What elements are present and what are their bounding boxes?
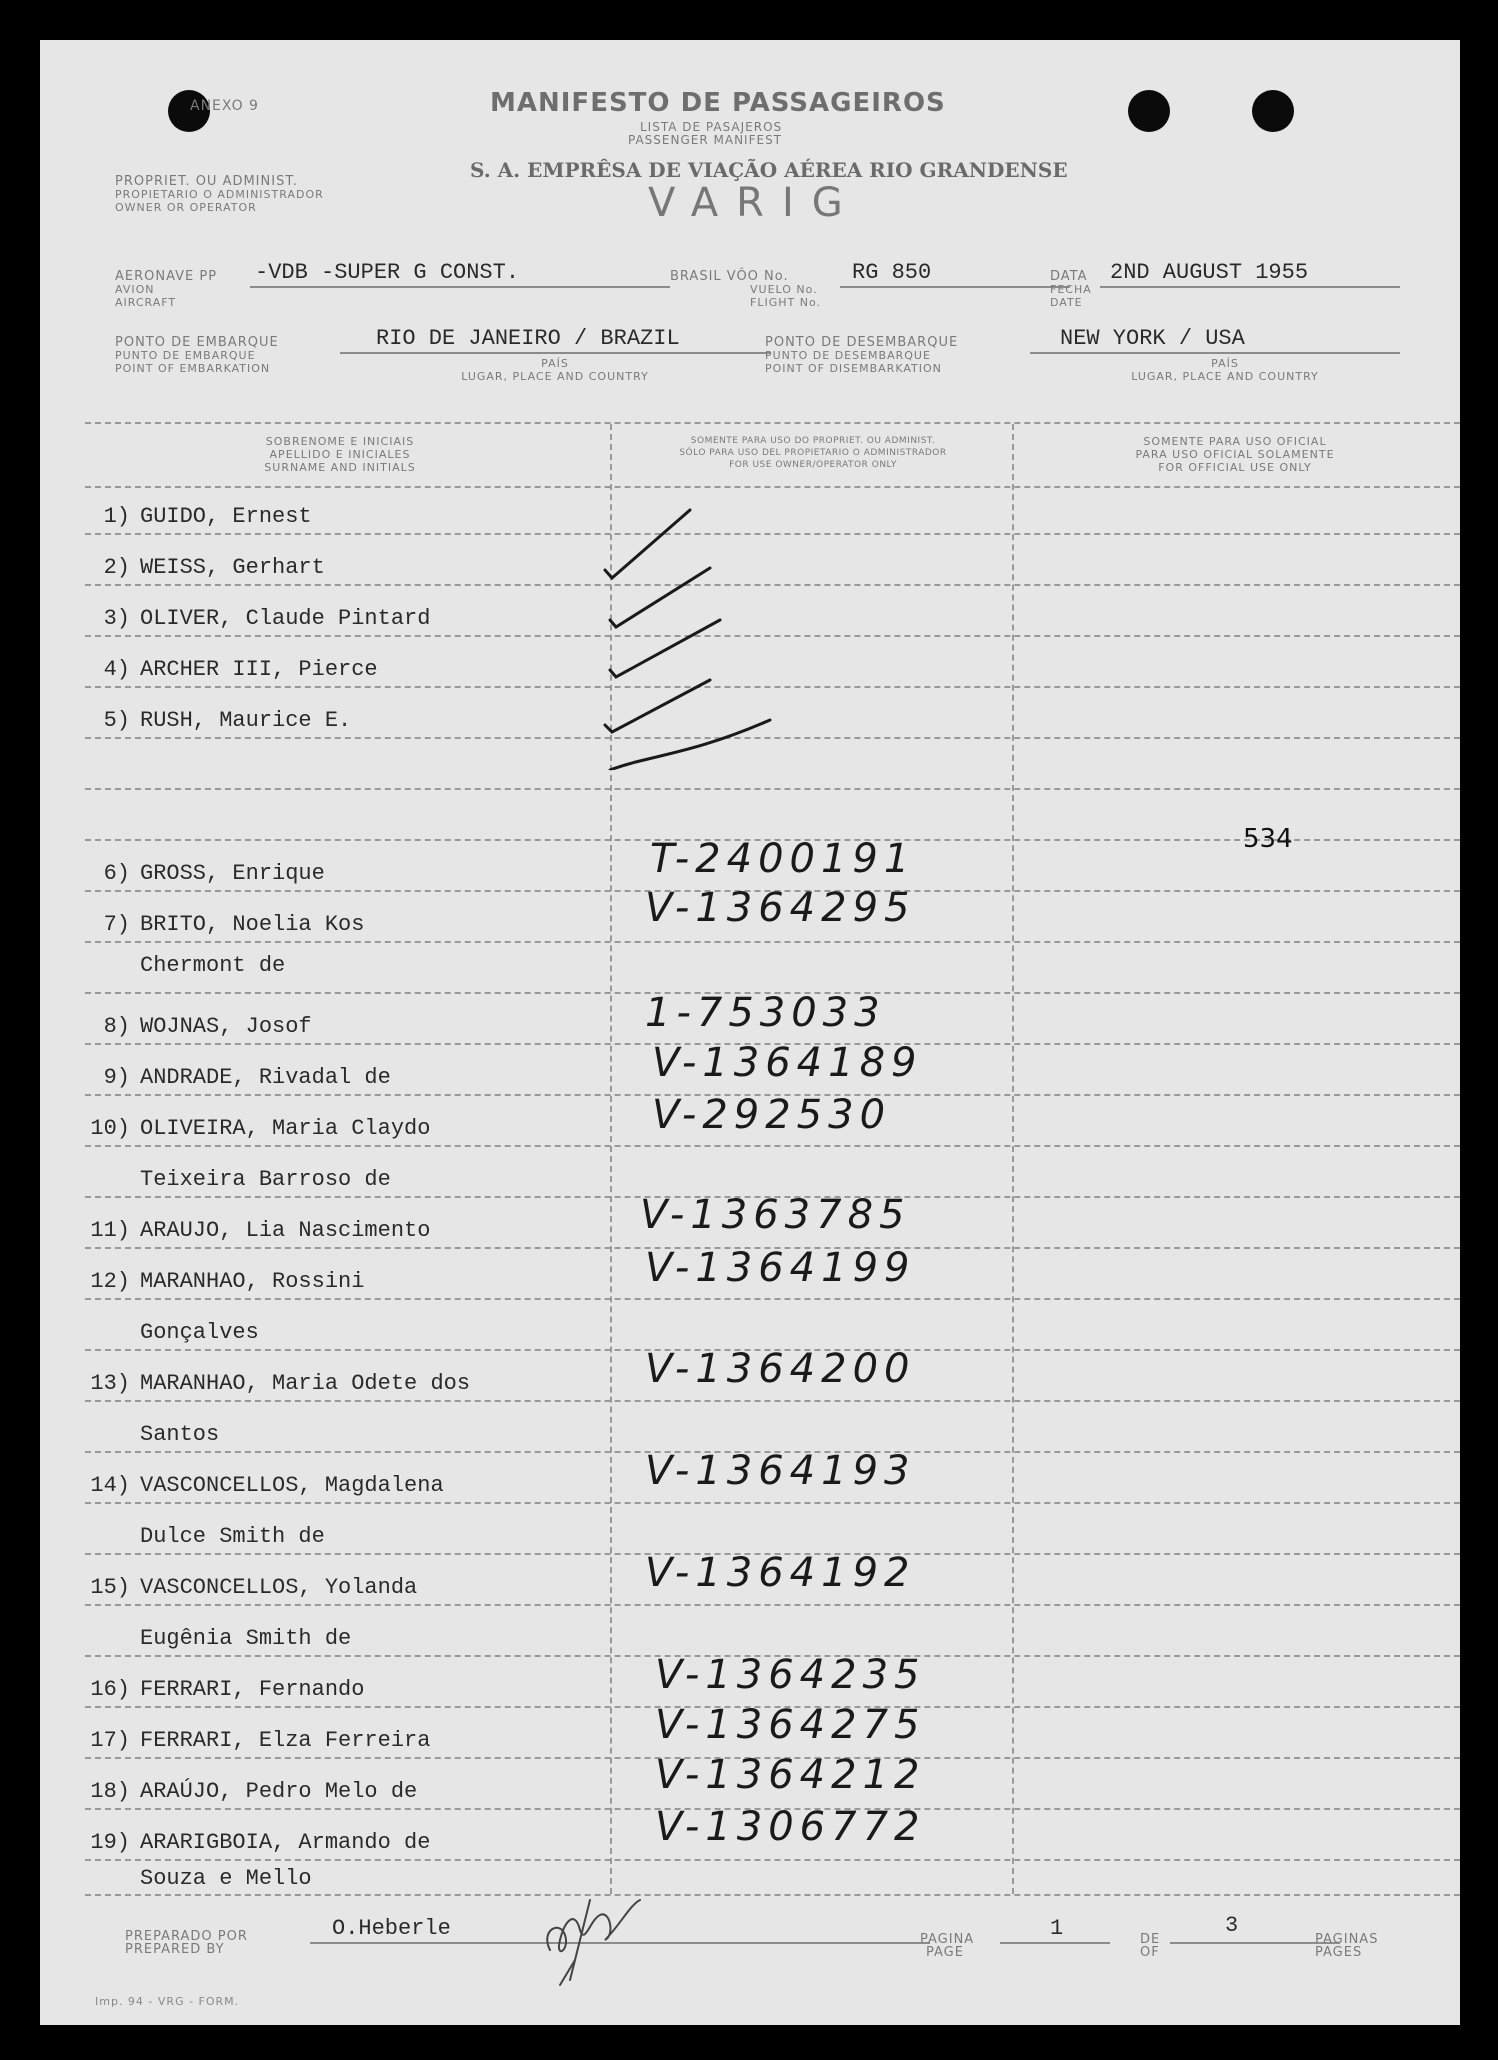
passenger-name: OLIVER, Claude Pintard [140, 606, 431, 631]
passenger-number: 2) [103, 555, 130, 580]
passenger-name: BRITO, Noelia Kos [140, 912, 365, 937]
passenger-number: 4) [103, 657, 130, 682]
date-label [1050, 270, 1092, 309]
passenger-number: 16) [90, 1677, 130, 1702]
owner-label-es: PROPIETARIO O ADMINISTRADOR [115, 188, 324, 201]
passenger-name-cont: Gonçalves [140, 1320, 259, 1345]
row-rule [85, 1400, 1460, 1402]
embark-label-en: POINT OF EMBARKATION [115, 362, 271, 375]
row-rule [85, 1894, 1460, 1896]
owner-label [115, 175, 324, 214]
of-label-en: OF [1140, 1945, 1160, 1960]
disembark-value: NEW YORK / USA [1060, 326, 1245, 351]
manifest-page [40, 40, 1460, 2025]
subtitle-es: LISTA DE PASAJEROS [640, 120, 783, 134]
passenger-name: MARANHAO, Rossini [140, 1269, 365, 1294]
passenger-name: ANDRADE, Rivadal de [140, 1065, 391, 1090]
disembark-sub-place: LUGAR, PLACE AND COUNTRY [1131, 370, 1319, 383]
disembark-label-pt: PONTO DE DESEMBARQUE [765, 335, 959, 350]
date-label-es: FECHA [1050, 283, 1092, 296]
punch-hole-right-1 [1128, 90, 1170, 132]
page-label-pt: PAGINA [920, 1932, 975, 1947]
passenger-number: 3) [103, 606, 130, 631]
passenger-name-cont: Eugênia Smith de [140, 1626, 352, 1651]
embark-sub-country: PAÍS [541, 357, 569, 370]
prepared-label [125, 1930, 248, 1956]
passenger-number: 14) [90, 1473, 130, 1498]
embark-underline [340, 352, 770, 354]
of-label-pt: DE [1140, 1932, 1161, 1947]
col-operator-es: SÓLO PARA USO DEL PROPIETARIO O ADMINISTRADOR [679, 448, 947, 458]
embark-label [115, 336, 279, 375]
passenger-name: RUSH, Maurice E. [140, 708, 352, 733]
ticket-number: V-1364295 [645, 885, 916, 931]
page-underline [1000, 1942, 1110, 1944]
row-rule [85, 1604, 1460, 1606]
col-header-official [1040, 435, 1430, 474]
table-top-rule [85, 422, 1460, 424]
passenger-name: MARANHAO, Maria Odete dos [140, 1371, 471, 1396]
page-number: 1 [1050, 1916, 1064, 1941]
prepared-label-pt: PREPARADO POR [125, 1929, 248, 1944]
passenger-number: 15) [90, 1575, 130, 1600]
ticket-number: V-1306772 [655, 1804, 926, 1850]
col-header-names [190, 435, 490, 474]
ticket-number: V-1364189 [652, 1040, 923, 1086]
pages-label [1315, 1933, 1378, 1959]
passenger-number: 7) [103, 912, 130, 937]
row-rule [85, 941, 1460, 943]
col-names-pt: SOBRENOME E INICIAIS [265, 435, 415, 448]
passenger-number: 12) [90, 1269, 130, 1294]
ticket-number: V-1364212 [655, 1752, 926, 1798]
passenger-name: ARAUJO, Lia Nascimento [140, 1218, 431, 1243]
passenger-name: VASCONCELLOS, Yolanda [140, 1575, 418, 1600]
embark-label-pt: PONTO DE EMBARQUE [115, 335, 279, 350]
prepared-label-en: PREPARED BY [125, 1942, 225, 1957]
col-official-es: PARA USO OFICIAL SOLAMENTE [1135, 448, 1335, 461]
disembark-sub [1060, 357, 1390, 383]
ticket-number: V-1364275 [655, 1702, 926, 1748]
flight-value: RG 850 [852, 260, 932, 285]
flight-label-pt: BRASIL VÔO No. [670, 269, 789, 284]
flight-underline [840, 286, 1070, 288]
aircraft-label-es: AVION [115, 283, 155, 296]
passenger-number: 9) [103, 1065, 130, 1090]
passenger-name-cont: Chermont de [140, 953, 286, 978]
row-rule [85, 1859, 1460, 1861]
ticket-number: V-1364199 [645, 1245, 916, 1291]
disembark-label-en: POINT OF DISEMBARKATION [765, 362, 942, 375]
ticket-number: V-1364200 [645, 1346, 916, 1392]
passenger-name-cont: Teixeira Barroso de [140, 1167, 391, 1192]
aircraft-label-en: AIRCRAFT [115, 296, 177, 309]
passenger-name: WEISS, Gerhart [140, 555, 325, 580]
col-official-en: FOR OFFICIAL USE ONLY [1158, 461, 1312, 474]
row-rule [85, 1298, 1460, 1300]
flight-label-en: FLIGHT No. [750, 296, 821, 309]
manifest-title: MANIFESTO DE PASSAGEIROS [490, 88, 946, 118]
passenger-number: 1) [103, 504, 130, 529]
aircraft-value: -VDB -SUPER G CONST. [255, 260, 520, 285]
page-label-en: PAGE [926, 1945, 964, 1960]
flight-label [670, 270, 821, 309]
embark-label-es: PUNTO DE EMBARQUE [115, 349, 256, 362]
embark-sub-place: LUGAR, PLACE AND COUNTRY [461, 370, 649, 383]
passenger-name: VASCONCELLOS, Magdalena [140, 1473, 444, 1498]
owner-label-pt: PROPRIET. OU ADMINIST. [115, 174, 298, 189]
signature [530, 1880, 670, 1990]
embark-sub [390, 357, 720, 383]
form-code: Imp. 94 - VRG - FORM. [95, 1995, 240, 2008]
col-operator-pt: SOMENTE PARA USO DO PROPRIET. OU ADMINIST. [690, 436, 936, 446]
date-value: 2ND AUGUST 1955 [1110, 260, 1309, 285]
passenger-number: 8) [103, 1014, 130, 1039]
passenger-name: OLIVEIRA, Maria Claydo [140, 1116, 431, 1141]
ticket-number: V-1364193 [645, 1448, 916, 1494]
aircraft-underline [250, 286, 670, 288]
passenger-number: 5) [103, 708, 130, 733]
ticket-number: V-1364235 [655, 1652, 926, 1698]
col-header-operator [618, 435, 1008, 471]
disembark-underline [1030, 352, 1400, 354]
company-short: VARIG [648, 180, 861, 226]
disembark-label [765, 336, 958, 375]
passenger-number: 18) [90, 1779, 130, 1804]
ticket-number: V-1363785 [640, 1192, 911, 1238]
passenger-name: GUIDO, Ernest [140, 504, 312, 529]
passenger-name-cont: Souza e Mello [140, 1866, 312, 1891]
date-label-pt: DATA [1050, 269, 1088, 284]
form-ref: ANEXO 9 [190, 98, 259, 114]
passenger-number: 19) [90, 1830, 130, 1855]
passenger-name-cont: Dulce Smith de [140, 1524, 325, 1549]
date-label-en: DATE [1050, 296, 1083, 309]
passenger-number: 17) [90, 1728, 130, 1753]
disembark-label-es: PUNTO DE DESEMBARQUE [765, 349, 931, 362]
passenger-number: 6) [103, 861, 130, 886]
ticket-number: T-2400191 [650, 836, 916, 882]
total-pages: 3 [1225, 1913, 1239, 1938]
passenger-name: GROSS, Enrique [140, 861, 325, 886]
passenger-name: ARAÚJO, Pedro Melo de [140, 1779, 418, 1804]
flight-label-es: VUELO No. [750, 283, 818, 296]
ticket-number: V-1364192 [645, 1550, 916, 1596]
col-official-pt: SOMENTE PARA USO OFICIAL [1143, 435, 1327, 448]
col-operator-en: FOR USE OWNER/OPERATOR ONLY [729, 460, 897, 470]
ticket-number: V-292530 [652, 1092, 892, 1138]
passenger-name: WOJNAS, Josof [140, 1014, 312, 1039]
company-name: S. A. EMPRÊSA DE VIAÇÃO AÉREA RIO GRANDENSE [470, 158, 1068, 182]
row-rule [85, 788, 1460, 790]
row-rule [85, 1502, 1460, 1504]
passenger-number: 13) [90, 1371, 130, 1396]
pages-label-pt: PAGINAS [1315, 1932, 1379, 1947]
passenger-name: FERRARI, Elza Ferreira [140, 1728, 431, 1753]
passenger-name: FERRARI, Fernando [140, 1677, 365, 1702]
passenger-name: ARARIGBOIA, Armando de [140, 1830, 431, 1855]
subtitle-en: PASSENGER MANIFEST [628, 133, 783, 147]
of-label [1140, 1933, 1160, 1959]
stamp-number: 534 [1243, 824, 1293, 854]
embark-value: RIO DE JANEIRO / BRAZIL [376, 326, 680, 351]
check-marks [590, 470, 810, 770]
passenger-name-cont: Santos [140, 1422, 220, 1447]
aircraft-label [115, 270, 217, 309]
page-label [920, 1933, 974, 1959]
col-names-en: SURNAME AND INITIALS [264, 461, 416, 474]
prepared-by-value: O.Heberle [332, 1916, 451, 1941]
column-divider-2 [1012, 424, 1014, 1894]
owner-label-en: OWNER OR OPERATOR [115, 201, 257, 214]
passenger-number: 10) [90, 1116, 130, 1141]
aircraft-label-pt: AERONAVE PP [115, 269, 218, 284]
passenger-number: 11) [90, 1218, 130, 1243]
pages-label-en: PAGES [1315, 1945, 1363, 1960]
date-underline [1100, 286, 1400, 288]
passenger-name: ARCHER III, Pierce [140, 657, 378, 682]
ticket-number: 1-753033 [645, 990, 886, 1036]
punch-hole-right-2 [1252, 90, 1294, 132]
col-names-es: APELLIDO E INICIALES [269, 448, 411, 461]
row-rule [85, 1145, 1460, 1147]
disembark-sub-country: PAÍS [1211, 357, 1239, 370]
